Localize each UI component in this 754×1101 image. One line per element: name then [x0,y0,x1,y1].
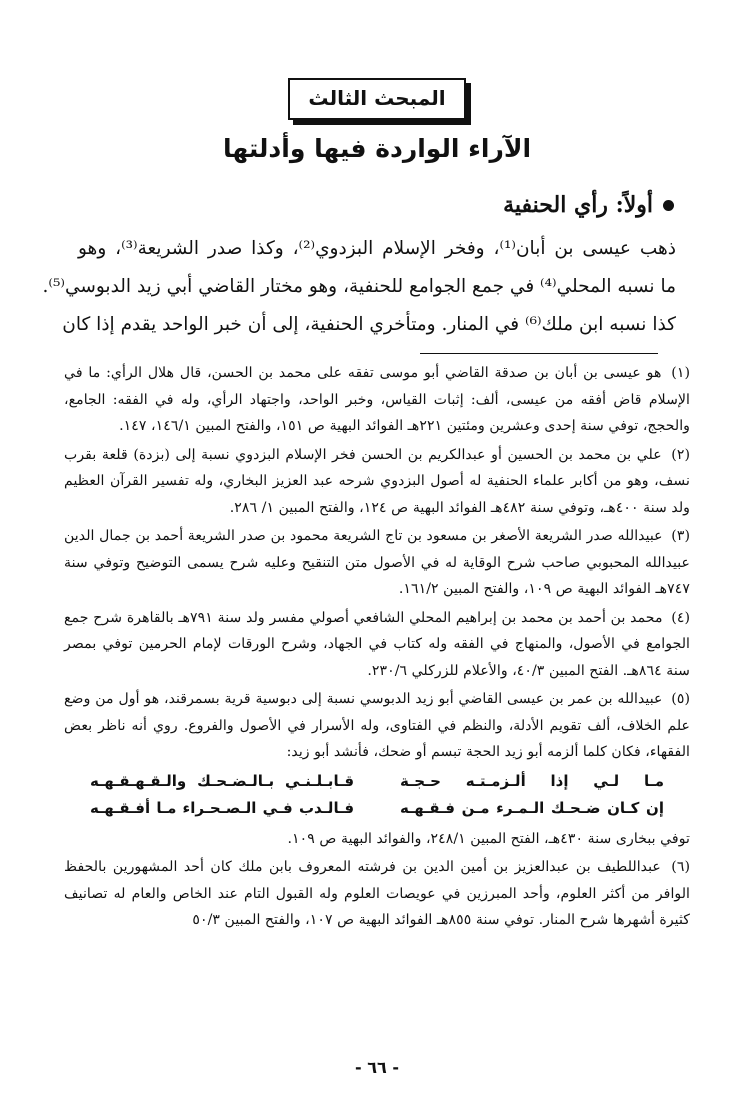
poem-hemistich: إن كـان ضـحـك الـمـرء مـن فـقـهـه [399,798,664,817]
footnote-number: (٢) [671,446,690,463]
poem [90,768,664,822]
footnote-number: (٦) [671,859,690,875]
footnote [64,686,690,766]
footnotes [64,360,690,936]
subheading [503,192,674,218]
body-text [42,230,676,344]
footnote-number: (١) [671,365,690,381]
page-number: - ٦٦ - [355,1058,399,1077]
footnote [64,854,690,934]
poem-hemistich: مـا لـي إذا ألـزمـتـه حـجـة [399,771,664,790]
body-line: كذا نسبه ابن ملك⁽⁶⁾ في المنار. ومتأخري الحنفية، إلى أن خبر الواحد يقدم إذا كان [62,314,676,335]
poem-hemistich: فـالـدب فـي الـصـحـراء مـا أفـقـهـه [90,798,355,817]
subheading-text: أولاً: رأي الحنفية [503,192,653,218]
footnote [64,605,690,685]
body-line: ذهب عيسى بن أبان⁽¹⁾، وفخر الإسلام البزدوي⁽²⁾، وكذا صدر الشريعة⁽³⁾، وهو [78,238,676,259]
section-label: المبحث الثالث [288,78,465,120]
bullet-icon [663,200,674,211]
footnote-separator [420,353,658,354]
poem-verse [90,795,664,822]
footnote-continuation: توفي ببخارى سنة ٤٣٠هـ، الفتح المبين ٢٤٨/١، والفوائد البهية ص ١٠٩. [287,830,690,847]
footnote-number: (٣) [671,528,690,544]
footnote [64,523,690,603]
section-label-wrap [0,78,754,120]
footnote [64,360,690,440]
footnote-text: علي بن محمد بن الحسين أو عبدالكريم بن الحسن فخر الإسلام البزدوي نسبة إلى (بزدة) قلعة بقرب نسف، وهو من أكابر علماء الحنفية له أصول البزدوي شرحه عبد العزيز البخاري، وله تفسير القرآن العظيم ولد سنة ٤٠٠هـ، وتوفي سنة ٤٨٢هـ الفوائد البهية ص ١٢٤، والفتح المبين ١/ ٢٨٦. [64,446,690,516]
page-title: الآراء الواردة فيها وأدلتها [222,134,532,163]
footnote [64,442,690,522]
footnote-number: (٥) [671,691,690,707]
footnote-text: عبداللطيف بن عبدالعزيز بن أمين الدين بن فرشته المعروف بابن ملك كان أحد المشهورين بالحفظ الوافر من أكثر العلوم، وأحد المبرزين في عويصات العلوم وله القبول التام عند الخاص والعام له تصانيف كثيرة أشهرها شرح المنار. توفي سنة ٨٥٥هـ الفوائد البهية ص ١٠٧، والفتح المبين ٥٠/٣ [64,859,690,928]
poem-verse [90,768,664,795]
body-line: ما نسبه المحلي⁽⁴⁾ في جمع الجوامع للحنفية، وهو مختار القاضي أبي زيد الدبوسي⁽⁵⁾. [42,276,676,297]
footnote-text: عبيدالله بن عمر بن عيسى القاضي أبو زيد الدبوسي نسبة إلى دبوسية قرية بسمرقند، هو أول من وضع علم الخلاف، ألف تقويم الأدلة، والنظم في الفتاوى، وله الأسرار في الأصول والفروع. روي أنه ناظر بعض الفقهاء، فكان كلما ألزمه أبو زيد الحجة تبسم أو ضحك، فأنشد أبو زيد: [64,691,690,760]
footnote-text: عبيدالله صدر الشريعة الأصغر بن مسعود بن تاج الشريعة محمود بن صدر الشريعة أحمد بن جمال الدين عبيدالله المحبوبي صاحب شرح الوقاية له في الأصول متن التنقيح وعليه شرح يسمى التوضيح وتوفي سنة ٧٤٧هـ الفوائد البهية ص ١٠٩، والفتح المبين ١٦١/٢. [64,528,690,597]
footnote-text: محمد بن أحمد بن محمد بن إبراهيم المحلي الشافعي أصولي مفسر ولد سنة ٧٩١هـ بالقاهرة شرح جمع الجوامع في الأصول، والمنهاج في الفقه وله كتاب في الجهاد، وشرح الورقات لإمام الحرمين توفي بمصر سنة ٨٦٤هـ. الفتح المبين ٤٠/٣، والأعلام للزركلي ٢٣٠/٦. [64,609,690,679]
poem-hemistich: قـابـلـنـي بـالـضـحـك والـقـهـقـهـه [90,771,355,790]
footnote-text: هو عيسى بن أبان بن صدقة القاضي أبو موسى تفقه على محمد بن الحسن، قال هلال الرأي: ما في الإسلام قاض أفقه من عيسى، ألف: إثبات القياس، وخبر الواحد، واجتهاد الرأي، وله في الفقه: الجامع، والحجج، توفي سنة إحدى وعشرين ومئتين ٢٢١هـ الفوائد البهية ص ١٥١، والفتح المبين ١٤٦/١، ١٤٧. [64,365,690,434]
footnote-number: (٤) [671,609,691,626]
